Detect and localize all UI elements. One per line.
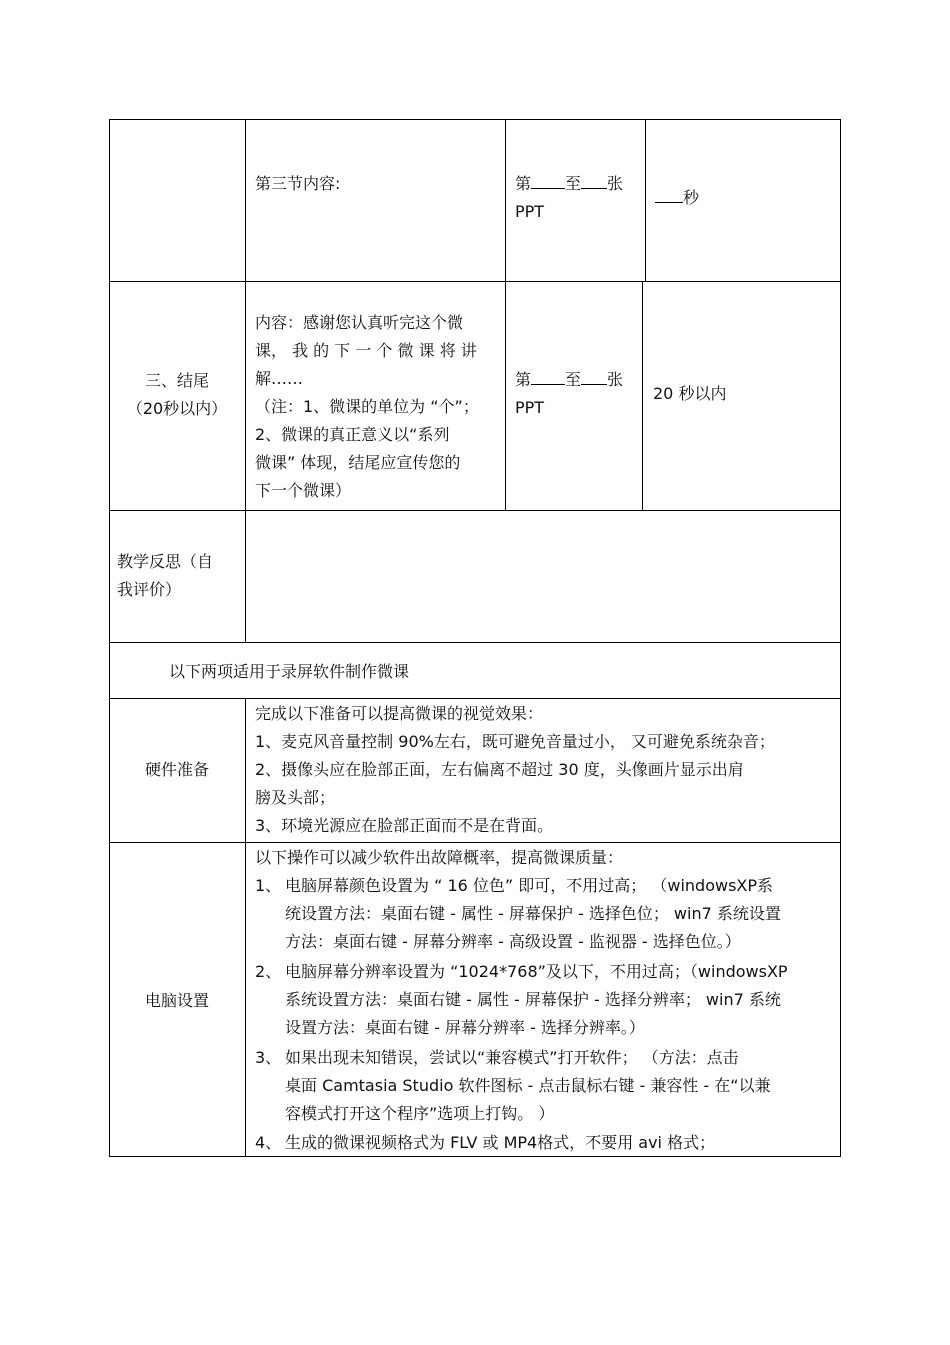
item-line: 桌面 Camtasia Studio 软件图标 - 点击鼠标右键 - 兼容性 - 在“以兼 (285, 1076, 771, 1095)
computer-intro: 以下操作可以减少软件出故障概率，提高微课质量： (255, 848, 624, 867)
section3-content-label: 第三节内容: (255, 174, 341, 193)
ending-label-line1: 三、结尾 (144, 371, 209, 390)
computer-label: 电脑设置 (144, 991, 209, 1010)
recording-note: 以下两项适用于录屏软件制作微课 (169, 662, 410, 681)
ppt-end-blank (581, 170, 607, 189)
time-blank (655, 184, 683, 203)
item-line: 电脑屏幕分辨率设置为 “1024*768”及以下，不用过高；（windowsXP (285, 962, 788, 981)
section3-ppt-range (515, 170, 623, 198)
reflection-label-line1: 教学反思（自 (117, 552, 214, 571)
rule-col2 (505, 119, 506, 510)
ppt-start-blank (531, 366, 565, 385)
ending-line: 微课” 体现，结尾应宣传您的 (255, 453, 461, 472)
ppt-suffix: 张 (607, 174, 624, 193)
time-suffix: 秒 (683, 188, 700, 207)
rule-col3-b (642, 281, 643, 510)
ending-line: 课， 我 的 下 一 个 微 课 将 讲 (255, 341, 477, 360)
item-line: 电脑屏幕颜色设置为 “ 16 位色” 即可，不用过高； （windowsXP系 (285, 876, 774, 895)
ending-line: 内容：感谢您认真听完这个微 (255, 313, 464, 332)
ending-time: 20 秒以内 (653, 384, 727, 403)
item-number: 2、 (255, 962, 282, 981)
section3-time (655, 184, 699, 212)
hardware-label: 硬件准备 (144, 760, 209, 779)
hardware-line: 1、麦克风音量控制 90%左右，既可避免音量过小， 又可避免系统杂音； (255, 732, 775, 751)
ending-line: 下一个微课） (255, 481, 352, 500)
rule-row1-bottom (109, 281, 841, 282)
item-line: 系统设置方法：桌面右键 - 属性 - 屏幕保护 - 选择分辨率； win7 系统 (285, 990, 781, 1009)
hardware-line: 完成以下准备可以提高微课的视觉效果： (255, 704, 544, 723)
hardware-line: 膀及头部； (255, 788, 336, 807)
item-line: 生成的微课视频格式为 FLV 或 MP4格式，不要用 avi 格式； (285, 1133, 716, 1152)
rule-row3-bottom (109, 642, 841, 643)
item-line: 统设置方法：桌面右键 - 属性 - 屏幕保护 - 选择色位； win7 系统设置 (285, 904, 781, 923)
item-line: 如果出现未知错误，尝试以“兼容模式”打开软件； （方法：点击 (285, 1048, 739, 1067)
reflection-label (117, 548, 213, 604)
ppt-prefix: 第 (515, 370, 532, 389)
ending-ppt-range (515, 366, 623, 394)
section3-ppt-label: PPT (515, 202, 545, 221)
rule-col3-a (645, 119, 646, 281)
ppt-prefix: 第 (515, 174, 532, 193)
ppt-mid: 至 (565, 370, 582, 389)
rule-top (109, 119, 841, 120)
item-line: 容模式打开这个程序”选项上打钩。 ） (285, 1104, 555, 1123)
ppt-start-blank (531, 170, 565, 189)
item-line: 方法：桌面右键 - 屏幕分辨率 - 高级设置 - 监视器 - 选择色位。） (285, 932, 741, 951)
hardware-content (255, 700, 775, 840)
computer-item-1 (255, 872, 781, 956)
reflection-content-cell (246, 511, 840, 642)
hardware-line: 2、摄像头应在脸部正面，左右偏离不超过 30 度，头像画片显示出肩 (255, 760, 744, 779)
ending-label (109, 367, 245, 423)
item-number: 3、 (255, 1048, 282, 1067)
ending-line: （注：1、微课的单位为 “个”； (255, 397, 479, 416)
ending-content (255, 309, 479, 505)
ending-line: 2、微课的真正意义以“系列 (255, 425, 450, 444)
rule-row4-bottom (109, 698, 841, 699)
item-number: 1、 (255, 876, 282, 895)
hardware-line: 3、环境光源应在脸部正面而不是在背面。 (255, 816, 554, 835)
reflection-label-line2: 我评价） (117, 580, 182, 599)
item-line: 设置方法：桌面右键 - 屏幕分辨率 - 选择分辨率。） (285, 1018, 645, 1037)
computer-item-3 (255, 1044, 771, 1128)
ppt-suffix: 张 (607, 370, 624, 389)
ending-line: 解…… (255, 369, 304, 388)
computer-item-2 (255, 958, 788, 1042)
ending-ppt-label: PPT (515, 398, 545, 417)
rule-col1-lower (245, 698, 246, 1157)
lesson-plan-table (109, 119, 841, 1157)
computer-item-4 (255, 1129, 715, 1157)
ppt-end-blank (581, 366, 607, 385)
ppt-mid: 至 (565, 174, 582, 193)
rule-row5-bottom (109, 842, 841, 843)
item-number: 4、 (255, 1133, 282, 1152)
rule-right (840, 119, 841, 1157)
ending-label-line2: （20秒以内） (126, 399, 228, 418)
